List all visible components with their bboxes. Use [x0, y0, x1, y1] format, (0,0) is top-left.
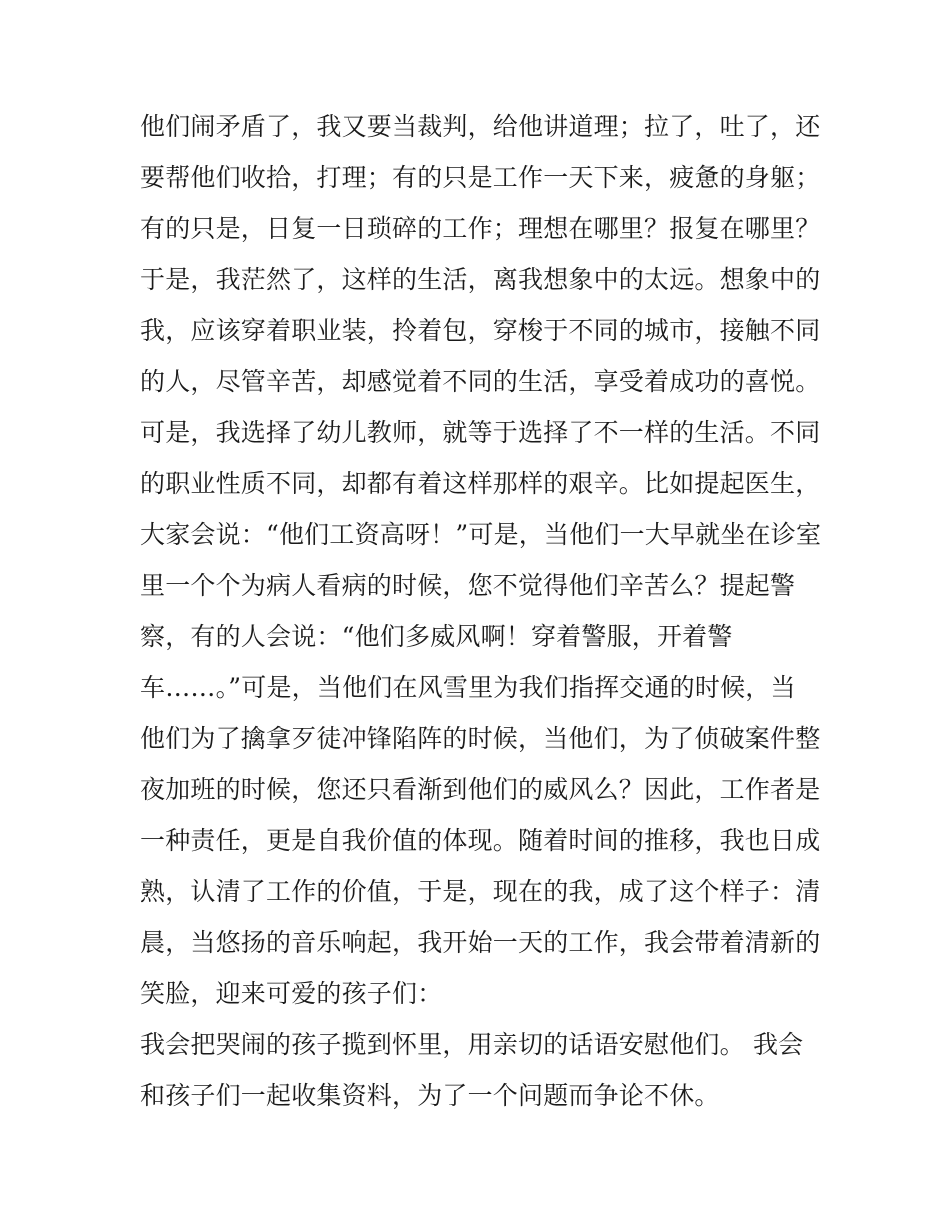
text-line: 大家会说：“他们工资高呀！”可是，当他们一大早就坐在诊室 [140, 520, 822, 549]
text-line: 车……。”可是，当他们在风雪里为我们指挥交通的时候，当 [140, 673, 796, 702]
text-line: 可是，我选择了幼儿教师，就等于选择了不一样的生活。不同 [140, 418, 821, 447]
text-line: 晨，当悠扬的音乐响起，我开始一天的工作，我会带着清新的 [140, 928, 821, 957]
text-line: 里一个个为病人看病的时候，您不觉得他们辛苦么？提起警 [140, 571, 796, 600]
text-line: 我，应该穿着职业装，拎着包，穿梭于不同的城市，接触不同 [140, 316, 821, 345]
text-line: 夜加班的时候，您还只看渐到他们的威风么？因此，工作者是 [140, 775, 821, 804]
text-line: 和孩子们一起收集资料，为了一个问题而争论不休。 [140, 1081, 720, 1110]
text-line: 他们为了擒拿歹徒冲锋陷阵的时候，当他们，为了侦破案件整 [140, 724, 821, 753]
text-line: 要帮他们收拾，打理；有的只是工作一天下来，疲惫的身躯； [140, 163, 821, 192]
text-line: 察，有的人会说：“他们多威风啊！穿着警服，开着警 [140, 622, 733, 651]
text-line: 他们闹矛盾了，我又要当裁判，给他讲道理；拉了，吐了，还 [140, 112, 821, 141]
text-line: 我会把哭闹的孩子揽到怀里，用亲切的话语安慰他们。 我会 [140, 1030, 804, 1059]
text-line: 于是，我茫然了，这样的生活，离我想象中的太远。想象中的 [140, 265, 821, 294]
text-line: 有的只是，日复一日琐碎的工作；理想在哪里？报复在哪里？ [140, 214, 821, 243]
text-line: 熟，认清了工作的价值，于是，现在的我，成了这个样子：清 [140, 877, 821, 906]
text-line: 笑脸，迎来可爱的孩子们： [140, 979, 443, 1008]
text-line: 一种责任，更是自我价值的体现。随着时间的推移，我也日成 [140, 826, 821, 855]
text-line: 的职业性质不同，却都有着这样那样的艰辛。比如提起医生， [140, 469, 821, 498]
text-line: 的人，尽管辛苦，却感觉着不同的生活，享受着成功的喜悦。 [140, 367, 821, 396]
